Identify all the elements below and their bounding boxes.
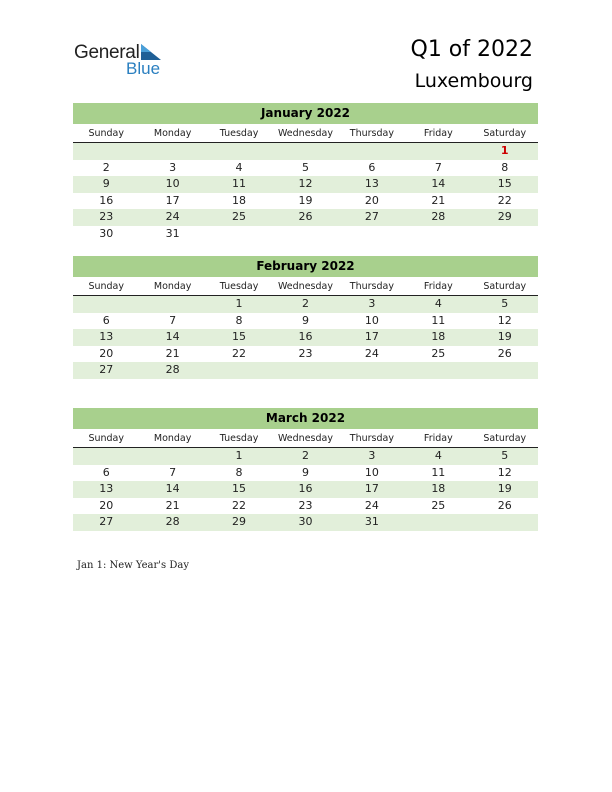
day-cell	[339, 143, 405, 160]
day-cell	[405, 226, 471, 243]
day-cell: 28	[165, 515, 180, 529]
day-cell	[405, 143, 471, 160]
weekday-label: Thursday	[349, 128, 394, 139]
week-row	[73, 226, 538, 243]
weekday-header-row	[73, 278, 538, 296]
weekday-label: Wednesday	[277, 433, 333, 444]
day-cell: 6	[102, 313, 110, 327]
day-cell: 15	[232, 330, 247, 344]
day-cell: 24	[364, 346, 379, 360]
day-cell: 15	[232, 482, 247, 496]
day-cell: 24	[165, 210, 180, 224]
weekday-label: Sunday	[88, 433, 124, 444]
brand-word-general: General	[74, 42, 140, 63]
day-cell: 12	[497, 465, 512, 479]
day-cell: 27	[364, 210, 379, 224]
day-cell: 8	[501, 160, 509, 174]
weekday-label: Saturday	[483, 128, 527, 139]
day-cell: 18	[431, 330, 446, 344]
week-row	[73, 143, 538, 160]
day-cell: 1	[235, 449, 243, 462]
day-cell: 30	[99, 226, 114, 240]
day-cell: 25	[232, 210, 247, 224]
day-cell: 22	[232, 346, 247, 360]
week-row	[73, 296, 538, 313]
day-cell: 13	[364, 177, 379, 191]
day-cell: 19	[298, 193, 313, 207]
day-cell	[472, 362, 538, 379]
weekday-label: Saturday	[483, 281, 527, 292]
week-row	[73, 362, 538, 379]
weekday-label: Thursday	[349, 433, 394, 444]
day-cell: 20	[364, 193, 379, 207]
day-cell: 1	[235, 297, 243, 310]
holiday-note: Jan 1: New Year's Day	[77, 560, 189, 571]
day-cell: 2	[102, 160, 110, 174]
day-cell: 4	[235, 160, 243, 174]
holiday-notes	[77, 560, 189, 571]
day-cell: 13	[99, 330, 114, 344]
day-cell: 27	[99, 515, 114, 529]
day-cell: 22	[497, 193, 512, 207]
day-cell: 21	[431, 193, 446, 207]
day-cell: 20	[99, 346, 114, 360]
day-cell	[272, 362, 338, 379]
day-cell	[206, 226, 272, 243]
day-cell: 18	[431, 482, 446, 496]
day-cell: 4	[434, 449, 442, 462]
day-cell: 18	[232, 193, 247, 207]
month-calendar	[73, 256, 538, 379]
week-row	[73, 448, 538, 465]
weekday-label: Friday	[423, 433, 453, 444]
day-cell: 16	[99, 193, 114, 207]
day-cell: 8	[235, 465, 243, 479]
day-cell: 3	[368, 297, 376, 310]
day-cell: 23	[298, 498, 313, 512]
day-cell	[73, 143, 139, 160]
day-cell: 11	[431, 313, 446, 327]
brand-triangle-icon	[141, 44, 163, 60]
day-cell: 23	[99, 210, 114, 224]
day-cell: 31	[165, 226, 180, 240]
day-cell	[139, 296, 205, 313]
weekday-label: Tuesday	[219, 128, 259, 139]
day-cell: 14	[165, 330, 180, 344]
weekday-label: Tuesday	[219, 433, 259, 444]
day-cell: 7	[169, 313, 177, 327]
week-row	[73, 514, 538, 531]
month-calendar	[73, 103, 538, 243]
day-cell: 5	[501, 297, 509, 310]
month-title: March 2022	[73, 408, 538, 429]
day-cell: 25	[431, 498, 446, 512]
day-cell: 23	[298, 346, 313, 360]
weekday-label: Sunday	[88, 281, 124, 292]
week-row	[73, 160, 538, 177]
day-cell: 19	[497, 482, 512, 496]
day-cell: 21	[165, 498, 180, 512]
country-name: Luxembourg	[414, 70, 533, 92]
day-cell: 14	[165, 482, 180, 496]
holiday-day-cell: 1	[500, 144, 509, 157]
day-cell: 3	[368, 449, 376, 462]
brand-word-blue: Blue	[126, 59, 161, 78]
day-cell: 10	[165, 177, 180, 191]
day-cell: 26	[497, 498, 512, 512]
day-cell: 9	[102, 177, 110, 191]
day-cell: 2	[301, 297, 309, 310]
day-cell: 20	[99, 498, 114, 512]
day-cell: 15	[497, 177, 512, 191]
day-cell: 17	[364, 330, 379, 344]
weekday-label: Sunday	[88, 128, 124, 139]
day-cell: 10	[364, 465, 379, 479]
day-cell: 17	[165, 193, 180, 207]
month-calendar	[73, 408, 538, 531]
day-cell	[139, 143, 205, 160]
day-cell: 27	[99, 363, 114, 377]
day-cell: 12	[298, 177, 313, 191]
weekday-label: Wednesday	[277, 281, 333, 292]
day-cell: 16	[298, 330, 313, 344]
day-cell: 6	[102, 465, 110, 479]
day-cell: 11	[431, 465, 446, 479]
day-cell: 10	[364, 313, 379, 327]
day-cell: 7	[434, 160, 442, 174]
day-cell	[272, 226, 338, 243]
day-cell: 30	[298, 515, 313, 529]
week-row	[73, 193, 538, 210]
day-cell: 13	[99, 482, 114, 496]
day-cell	[405, 514, 471, 531]
week-row	[73, 176, 538, 193]
day-cell: 11	[232, 177, 247, 191]
day-cell: 9	[301, 465, 309, 479]
day-cell	[339, 362, 405, 379]
weekday-header-row	[73, 430, 538, 448]
day-cell: 4	[434, 297, 442, 310]
weekday-label: Monday	[153, 433, 192, 444]
day-cell	[73, 448, 139, 465]
day-cell: 9	[301, 313, 309, 327]
day-cell: 2	[301, 449, 309, 462]
day-cell: 12	[497, 313, 512, 327]
week-row	[73, 481, 538, 498]
week-row	[73, 498, 538, 515]
weekday-label: Wednesday	[277, 128, 333, 139]
day-cell: 29	[497, 210, 512, 224]
day-cell	[206, 143, 272, 160]
day-cell: 5	[501, 449, 509, 462]
day-cell: 3	[169, 160, 177, 174]
day-cell: 22	[232, 498, 247, 512]
day-cell: 16	[298, 482, 313, 496]
weekday-label: Monday	[153, 128, 192, 139]
day-cell: 6	[368, 160, 376, 174]
weekday-label: Friday	[423, 281, 453, 292]
day-cell: 8	[235, 313, 243, 327]
day-cell: 14	[431, 177, 446, 191]
day-cell: 28	[165, 363, 180, 377]
day-cell: 25	[431, 346, 446, 360]
page-title: Q1 of 2022	[410, 37, 533, 62]
day-cell: 24	[364, 498, 379, 512]
weekday-label: Saturday	[483, 433, 527, 444]
day-cell: 5	[301, 160, 309, 174]
day-cell: 31	[364, 515, 379, 529]
week-row	[73, 346, 538, 363]
day-cell: 17	[364, 482, 379, 496]
month-title: January 2022	[73, 103, 538, 124]
weekday-label: Thursday	[349, 281, 394, 292]
weekday-label: Monday	[153, 281, 192, 292]
weekday-label: Friday	[423, 128, 453, 139]
day-cell: 26	[497, 346, 512, 360]
weekday-header-row	[73, 125, 538, 143]
week-row	[73, 209, 538, 226]
month-title: February 2022	[73, 256, 538, 277]
brand-logo	[74, 42, 184, 82]
day-cell	[472, 226, 538, 243]
day-cell: 28	[431, 210, 446, 224]
day-cell: 21	[165, 346, 180, 360]
day-cell: 19	[497, 330, 512, 344]
week-row	[73, 329, 538, 346]
day-cell	[206, 362, 272, 379]
weekday-label: Tuesday	[219, 281, 259, 292]
day-cell	[139, 448, 205, 465]
week-row	[73, 465, 538, 482]
day-cell	[472, 514, 538, 531]
day-cell	[339, 226, 405, 243]
day-cell: 26	[298, 210, 313, 224]
day-cell	[73, 296, 139, 313]
day-cell: 29	[232, 515, 247, 529]
week-row	[73, 313, 538, 330]
day-cell	[272, 143, 338, 160]
day-cell: 7	[169, 465, 177, 479]
day-cell	[405, 362, 471, 379]
